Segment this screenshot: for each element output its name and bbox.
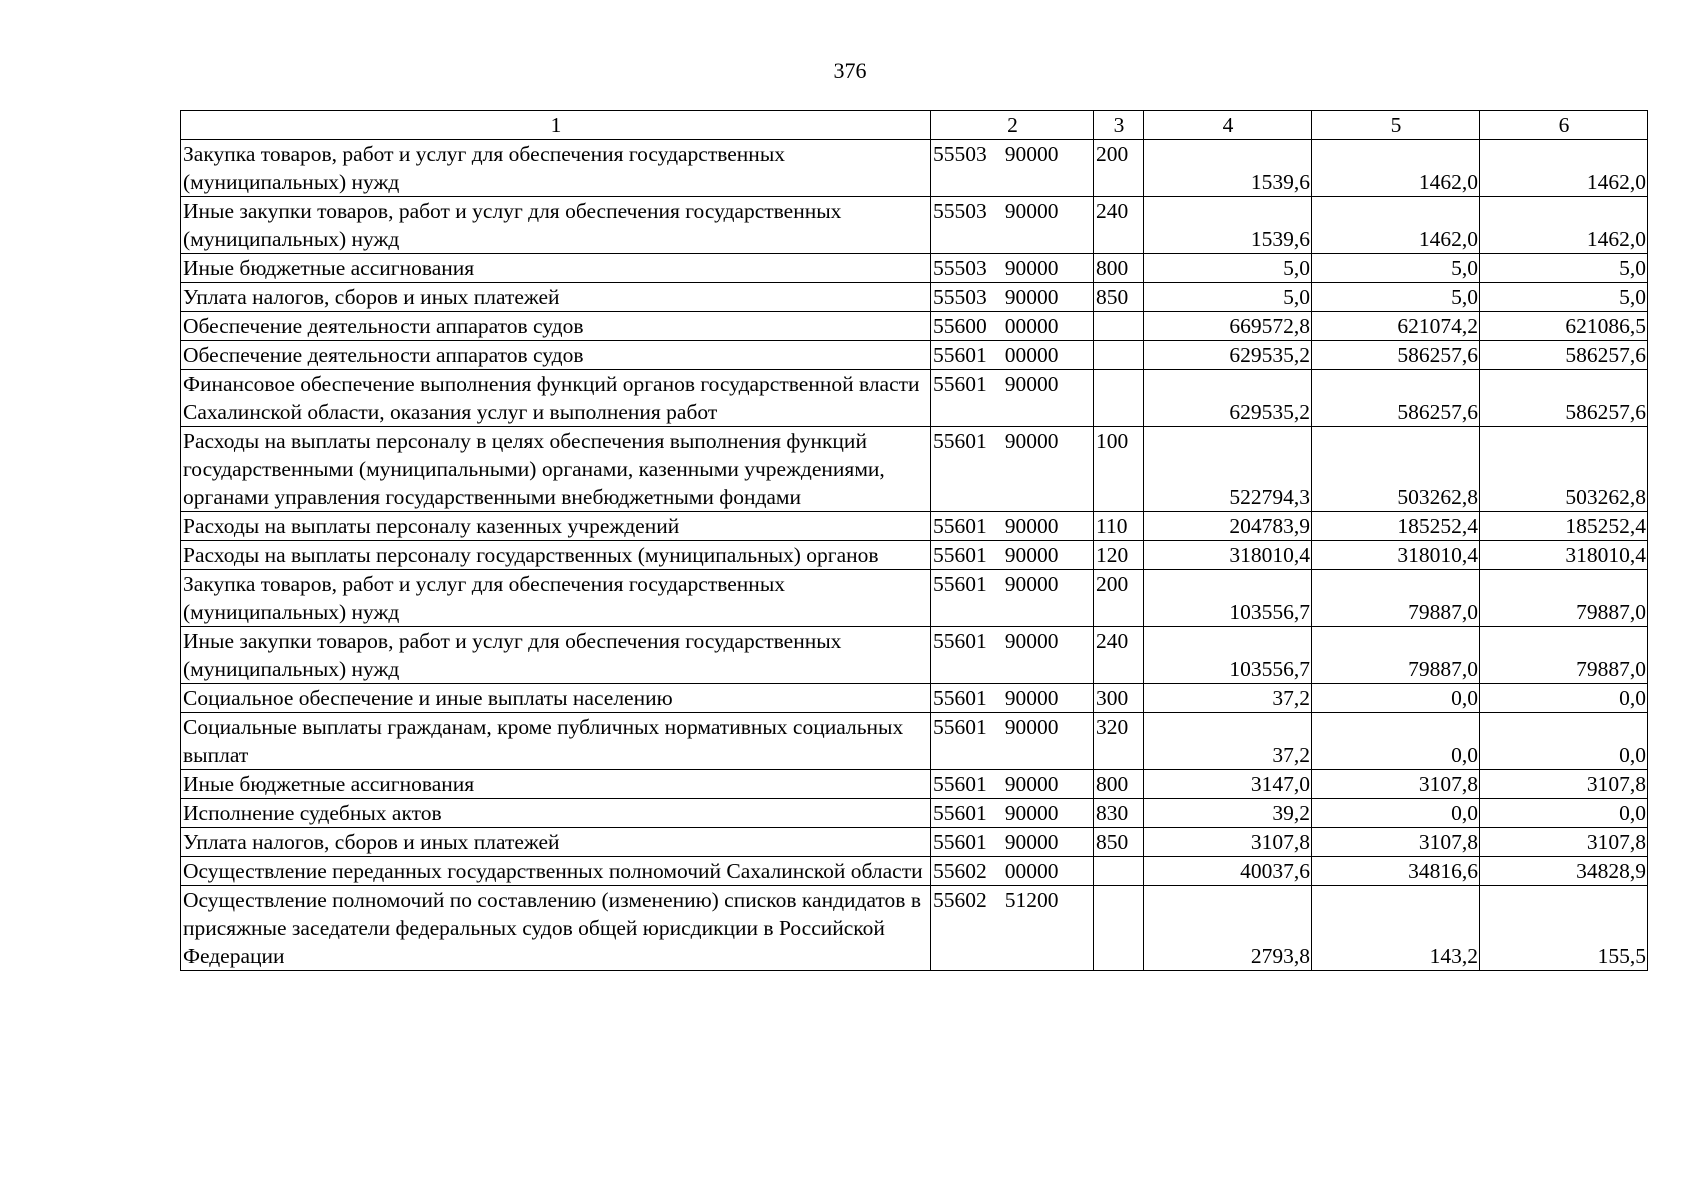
row-value-5: 0,0 <box>1312 713 1480 770</box>
row-value-6: 503262,8 <box>1480 427 1648 512</box>
row-name: Расходы на выплаты персоналу государственных (муниципальных) органов <box>181 541 931 570</box>
row-value-4: 37,2 <box>1144 713 1312 770</box>
row-value-4: 629535,2 <box>1144 370 1312 427</box>
row-code <box>931 799 1094 828</box>
row-value-6: 185252,4 <box>1480 512 1648 541</box>
row-value-6: 3107,8 <box>1480 770 1648 799</box>
row-value-4: 669572,8 <box>1144 312 1312 341</box>
row-value-5: 3107,8 <box>1312 770 1480 799</box>
table-row <box>181 684 1648 713</box>
table-row <box>181 140 1648 197</box>
table-body <box>181 140 1648 971</box>
row-value-6: 79887,0 <box>1480 570 1648 627</box>
table-row <box>181 857 1648 886</box>
table-row <box>181 541 1648 570</box>
row-expense-type <box>1094 312 1144 341</box>
row-value-5: 34816,6 <box>1312 857 1480 886</box>
row-code-section: 55601 <box>933 543 987 567</box>
header-row <box>181 111 1648 140</box>
row-expense-type: 850 <box>1094 828 1144 857</box>
table-row <box>181 370 1648 427</box>
row-code <box>931 713 1094 770</box>
table-row <box>181 512 1648 541</box>
row-value-4: 522794,3 <box>1144 427 1312 512</box>
row-name: Уплата налогов, сборов и иных платежей <box>181 283 931 312</box>
table-row <box>181 627 1648 684</box>
row-code <box>931 541 1094 570</box>
column-header-6: 6 <box>1480 111 1648 140</box>
row-name: Социальное обеспечение и иные выплаты населению <box>181 684 931 713</box>
table-row <box>181 570 1648 627</box>
row-value-6: 0,0 <box>1480 713 1648 770</box>
row-code <box>931 770 1094 799</box>
row-code <box>931 627 1094 684</box>
row-code-section: 55601 <box>933 772 987 796</box>
column-header-3: 3 <box>1094 111 1144 140</box>
row-value-6: 155,5 <box>1480 886 1648 971</box>
row-value-4: 39,2 <box>1144 799 1312 828</box>
row-expense-type: 300 <box>1094 684 1144 713</box>
row-code-item: 00000 <box>1004 343 1059 367</box>
row-code-section: 55503 <box>933 199 987 223</box>
row-code-item: 90000 <box>1004 686 1059 710</box>
row-code-section: 55601 <box>933 429 987 453</box>
row-name: Иные закупки товаров, работ и услуг для обеспечения государственных (муниципальных) нужд <box>181 627 931 684</box>
row-name: Уплата налогов, сборов и иных платежей <box>181 828 931 857</box>
row-code <box>931 684 1094 713</box>
row-name: Обеспечение деятельности аппаратов судов <box>181 312 931 341</box>
row-code-section: 55503 <box>933 285 987 309</box>
row-code <box>931 312 1094 341</box>
row-expense-type: 240 <box>1094 627 1144 684</box>
row-value-4: 3107,8 <box>1144 828 1312 857</box>
row-expense-type: 800 <box>1094 770 1144 799</box>
row-code <box>931 140 1094 197</box>
row-value-5: 79887,0 <box>1312 627 1480 684</box>
row-value-4: 1539,6 <box>1144 197 1312 254</box>
row-value-6: 1462,0 <box>1480 140 1648 197</box>
row-code-item: 90000 <box>1004 629 1059 653</box>
row-code-section: 55601 <box>933 572 987 596</box>
row-code-section: 55503 <box>933 256 987 280</box>
row-code <box>931 427 1094 512</box>
row-name: Иные бюджетные ассигнования <box>181 254 931 283</box>
row-value-5: 503262,8 <box>1312 427 1480 512</box>
row-expense-type: 200 <box>1094 570 1144 627</box>
column-header-5: 5 <box>1312 111 1480 140</box>
row-code-item: 90000 <box>1004 572 1059 596</box>
row-code <box>931 370 1094 427</box>
row-value-6: 621086,5 <box>1480 312 1648 341</box>
row-name: Иные бюджетные ассигнования <box>181 770 931 799</box>
row-code-section: 55602 <box>933 888 987 912</box>
row-value-6: 318010,4 <box>1480 541 1648 570</box>
row-value-5: 143,2 <box>1312 886 1480 971</box>
row-value-6: 586257,6 <box>1480 370 1648 427</box>
row-value-4: 37,2 <box>1144 684 1312 713</box>
row-expense-type <box>1094 370 1144 427</box>
row-name: Осуществление полномочий по составлению (изменению) списков кандидатов в присяжные заседатели федеральных судов общей юрисдикции в Российской Федерации <box>181 886 931 971</box>
row-value-6: 0,0 <box>1480 684 1648 713</box>
row-value-4: 103556,7 <box>1144 627 1312 684</box>
row-code-section: 55601 <box>933 830 987 854</box>
row-expense-type: 830 <box>1094 799 1144 828</box>
row-code-section: 55601 <box>933 686 987 710</box>
row-code-item: 90000 <box>1004 285 1059 309</box>
row-value-4: 40037,6 <box>1144 857 1312 886</box>
table-header <box>181 111 1648 140</box>
row-code-item: 90000 <box>1004 372 1059 396</box>
table-row <box>181 886 1648 971</box>
row-code <box>931 197 1094 254</box>
row-code-item: 90000 <box>1004 830 1059 854</box>
budget-table <box>180 110 1648 971</box>
row-code-section: 55602 <box>933 859 987 883</box>
row-expense-type <box>1094 341 1144 370</box>
row-code-item: 90000 <box>1004 772 1059 796</box>
row-code <box>931 341 1094 370</box>
row-expense-type: 120 <box>1094 541 1144 570</box>
row-value-6: 3107,8 <box>1480 828 1648 857</box>
row-code-section: 55601 <box>933 372 987 396</box>
row-name: Обеспечение деятельности аппаратов судов <box>181 341 931 370</box>
row-name: Закупка товаров, работ и услуг для обеспечения государственных (муниципальных) нужд <box>181 140 931 197</box>
row-name: Закупка товаров, работ и услуг для обеспечения государственных (муниципальных) нужд <box>181 570 931 627</box>
row-value-6: 5,0 <box>1480 254 1648 283</box>
row-value-5: 5,0 <box>1312 254 1480 283</box>
row-name: Расходы на выплаты персоналу казенных учреждений <box>181 512 931 541</box>
row-code-item: 90000 <box>1004 543 1059 567</box>
row-expense-type: 320 <box>1094 713 1144 770</box>
row-value-5: 1462,0 <box>1312 140 1480 197</box>
row-code-item: 90000 <box>1004 199 1059 223</box>
row-code-item: 90000 <box>1004 514 1059 538</box>
row-value-4: 204783,9 <box>1144 512 1312 541</box>
table-row <box>181 312 1648 341</box>
table-row <box>181 770 1648 799</box>
row-value-5: 79887,0 <box>1312 570 1480 627</box>
row-value-5: 0,0 <box>1312 684 1480 713</box>
row-value-6: 5,0 <box>1480 283 1648 312</box>
row-expense-type: 200 <box>1094 140 1144 197</box>
row-value-6: 586257,6 <box>1480 341 1648 370</box>
table-row <box>181 828 1648 857</box>
row-code-item: 90000 <box>1004 801 1059 825</box>
row-value-6: 34828,9 <box>1480 857 1648 886</box>
row-value-5: 586257,6 <box>1312 341 1480 370</box>
row-expense-type <box>1094 857 1144 886</box>
row-expense-type: 240 <box>1094 197 1144 254</box>
row-value-5: 0,0 <box>1312 799 1480 828</box>
row-value-4: 318010,4 <box>1144 541 1312 570</box>
row-value-4: 1539,6 <box>1144 140 1312 197</box>
column-header-2: 2 <box>931 111 1094 140</box>
table-row <box>181 283 1648 312</box>
row-name: Социальные выплаты гражданам, кроме публичных нормативных социальных выплат <box>181 713 931 770</box>
row-value-4: 2793,8 <box>1144 886 1312 971</box>
row-value-5: 1462,0 <box>1312 197 1480 254</box>
row-value-5: 621074,2 <box>1312 312 1480 341</box>
column-header-4: 4 <box>1144 111 1312 140</box>
row-code <box>931 857 1094 886</box>
table-row <box>181 427 1648 512</box>
table-row <box>181 254 1648 283</box>
row-value-6: 0,0 <box>1480 799 1648 828</box>
row-code <box>931 512 1094 541</box>
page-number: 376 <box>833 58 867 83</box>
table-row <box>181 799 1648 828</box>
row-code-item: 90000 <box>1004 142 1059 166</box>
row-value-4: 5,0 <box>1144 254 1312 283</box>
row-name: Осуществление переданных государственных полномочий Сахалинской области <box>181 857 931 886</box>
row-value-4: 3147,0 <box>1144 770 1312 799</box>
row-code-section: 55601 <box>933 343 987 367</box>
row-code-item: 51200 <box>1004 888 1059 912</box>
row-expense-type: 800 <box>1094 254 1144 283</box>
row-expense-type: 100 <box>1094 427 1144 512</box>
row-name: Финансовое обеспечение выполнения функций органов государственной власти Сахалинской области, оказания услуг и выполнения работ <box>181 370 931 427</box>
row-value-4: 629535,2 <box>1144 341 1312 370</box>
row-code-item: 00000 <box>1004 859 1059 883</box>
row-expense-type: 850 <box>1094 283 1144 312</box>
row-name: Расходы на выплаты персоналу в целях обеспечения выполнения функций государственными (муниципальными) органами, казенными учреждениями, органами управления государственными внебюджетными фондами <box>181 427 931 512</box>
row-code <box>931 828 1094 857</box>
row-code-section: 55601 <box>933 801 987 825</box>
table-row <box>181 713 1648 770</box>
row-code-item: 90000 <box>1004 715 1059 739</box>
row-value-6: 1462,0 <box>1480 197 1648 254</box>
row-code <box>931 570 1094 627</box>
row-code <box>931 254 1094 283</box>
row-code-item: 90000 <box>1004 256 1059 280</box>
column-header-1: 1 <box>181 111 931 140</box>
row-expense-type: 110 <box>1094 512 1144 541</box>
row-code-section: 55601 <box>933 514 987 538</box>
row-name: Исполнение судебных актов <box>181 799 931 828</box>
row-code-section: 55601 <box>933 715 987 739</box>
row-value-5: 3107,8 <box>1312 828 1480 857</box>
row-value-5: 586257,6 <box>1312 370 1480 427</box>
row-value-5: 5,0 <box>1312 283 1480 312</box>
row-code <box>931 283 1094 312</box>
row-value-6: 79887,0 <box>1480 627 1648 684</box>
row-code-item: 90000 <box>1004 429 1059 453</box>
row-value-4: 103556,7 <box>1144 570 1312 627</box>
table-row <box>181 197 1648 254</box>
row-code-section: 55600 <box>933 314 987 338</box>
row-code <box>931 886 1094 971</box>
row-name: Иные закупки товаров, работ и услуг для обеспечения государственных (муниципальных) нужд <box>181 197 931 254</box>
row-code-section: 55503 <box>933 142 987 166</box>
row-value-4: 5,0 <box>1144 283 1312 312</box>
row-value-5: 185252,4 <box>1312 512 1480 541</box>
row-code-section: 55601 <box>933 629 987 653</box>
row-value-5: 318010,4 <box>1312 541 1480 570</box>
row-expense-type <box>1094 886 1144 971</box>
row-code-item: 00000 <box>1004 314 1059 338</box>
table-row <box>181 341 1648 370</box>
